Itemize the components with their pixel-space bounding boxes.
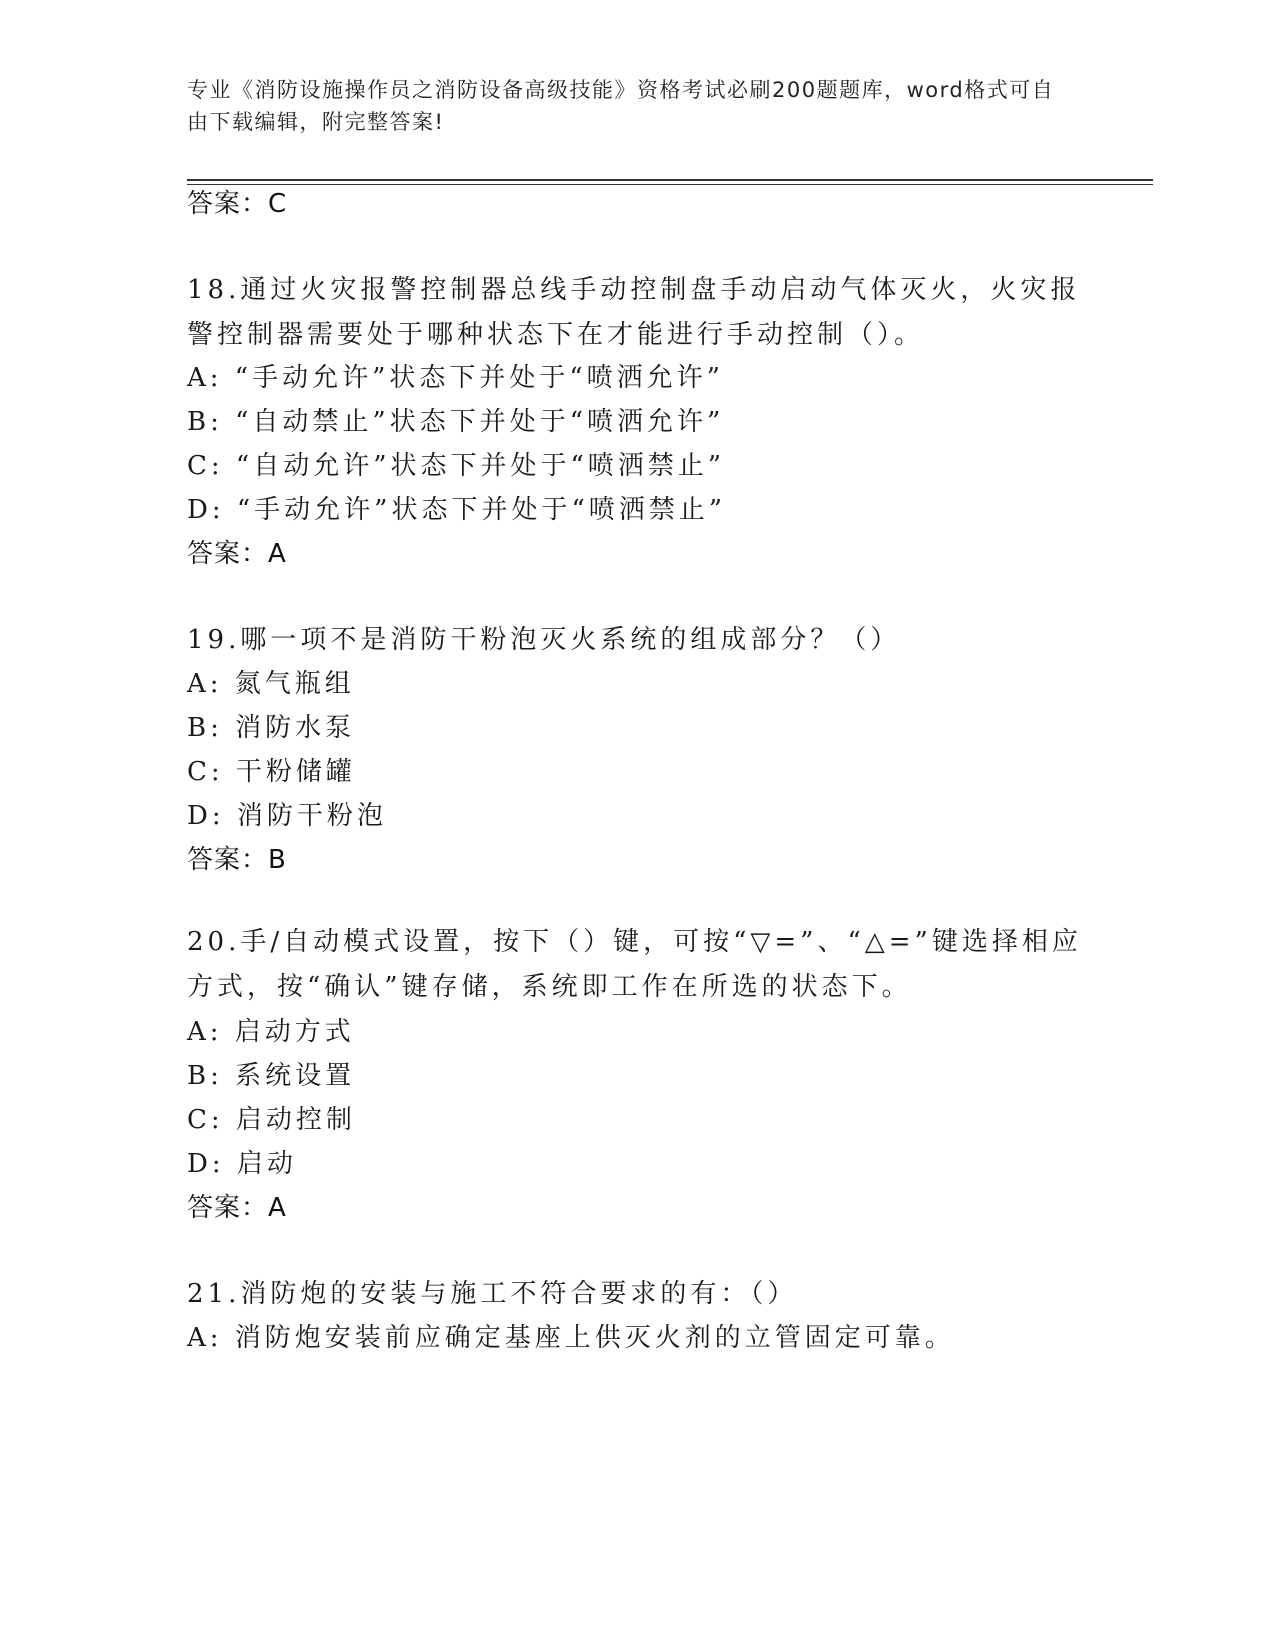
question-18-option-a: A: “手动允许”状态下并处于“喷洒允许”: [187, 363, 724, 393]
question-20-option-b: B: 系统设置: [187, 1061, 356, 1091]
question-18-stem: 18.通过火灾报警控制器总线手动控制盘手动启动气体灭火，火灾报警控制器需要处于哪种状态下在才能进行手动控制（）。: [187, 275, 1081, 350]
question-18-option-c: C: “自动允许”状态下并处于“喷洒禁止”: [187, 451, 726, 481]
question-21-option-a: A: 消防炮安装前应确定基座上供灭火剂的立管固定可靠。: [187, 1323, 955, 1353]
previous-answer: 答案：C: [187, 189, 288, 219]
question-18-option-d: D: “手动允许”状态下并处于“喷洒禁止”: [187, 495, 727, 525]
header-rule-thin: [187, 184, 1153, 185]
question-19-option-a: A: 氮气瓶组: [187, 669, 355, 699]
question-18-answer: 答案：A: [187, 539, 287, 569]
question-19-stem: 19.哪一项不是消防干粉泡灭火系统的组成部分？（）: [187, 625, 901, 655]
question-20-option-d: D: 启动: [187, 1149, 297, 1179]
document-header: 专业《消防设施操作员之消防设备高级技能》资格考试必刷200题题库，word格式可自由下载编辑，附完整答案!: [187, 78, 1055, 134]
question-19-option-b: B: 消防水泵: [187, 713, 356, 743]
question-21-stem: 21.消防炮的安装与施工不符合要求的有：（）: [187, 1279, 798, 1309]
question-19-answer: 答案：B: [187, 845, 287, 875]
question-18-option-b: B: “自动禁止”状态下并处于“喷洒允许”: [187, 407, 725, 437]
question-19-option-c: C: 干粉储罐: [187, 757, 356, 787]
question-19-option-d: D: 消防干粉泡: [187, 801, 387, 831]
question-20-stem: 20.手/自动模式设置，按下（）键，可按“▽=”、“△=”键选择相应方式，按“确认”键存储，系统即工作在所选的状态下。: [187, 927, 1082, 1002]
question-20-option-c: C: 启动控制: [187, 1105, 356, 1135]
question-20-answer: 答案：A: [187, 1193, 287, 1223]
header-rule-thick: [187, 179, 1153, 181]
question-20-option-a: A: 启动方式: [187, 1017, 355, 1047]
